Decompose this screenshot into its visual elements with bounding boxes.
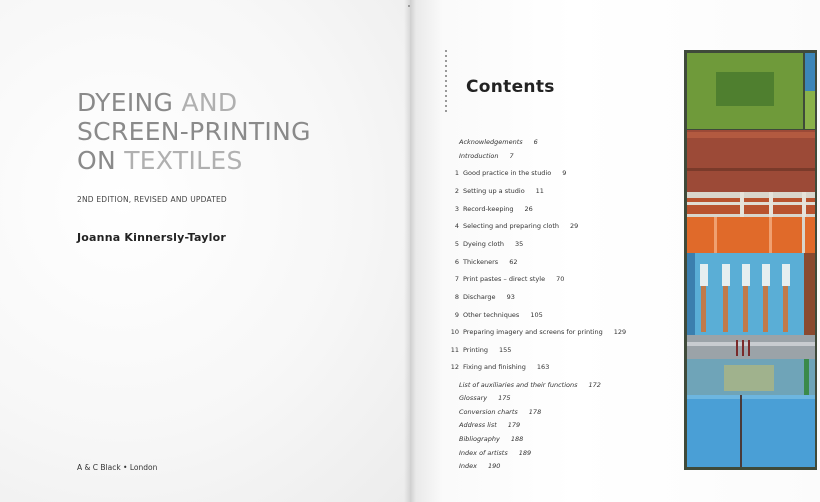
toc-page-number: 163	[536, 363, 550, 371]
author-name: Joanna Kinnersly-Taylor	[77, 231, 226, 244]
toc-title: Index of artists	[459, 449, 508, 457]
toc-title: Glossary	[459, 394, 488, 402]
toc-page-number: 189	[518, 449, 532, 457]
toc-page-number: 11	[535, 187, 544, 195]
toc-title: Good practice in the studio	[463, 169, 552, 177]
toc-title: Conversion charts	[459, 408, 518, 416]
toc-title: Introduction	[459, 152, 499, 160]
toc-entry	[448, 258, 678, 267]
toc-entry	[448, 240, 678, 249]
title-word: TEXTILES	[115, 146, 243, 175]
toc-entry	[448, 311, 678, 320]
toc-title: Preparing imagery and screens for printing	[463, 328, 603, 336]
toc-title: Address list	[459, 421, 497, 429]
title-word: DYEING	[77, 88, 174, 117]
title-word: AND	[173, 88, 238, 117]
toc-page-number: 179	[507, 421, 521, 429]
toc-entry	[448, 328, 678, 337]
toc-title: Thickeners	[463, 258, 499, 266]
toc-title: Print pastes – direct style	[463, 275, 546, 283]
toc-entry	[448, 275, 678, 284]
title-line	[77, 117, 311, 146]
toc-title: Other techniques	[463, 311, 520, 319]
toc-title: Index	[459, 462, 478, 470]
toc-chapter-number: 1	[454, 169, 459, 177]
toc-entry	[448, 435, 678, 444]
title-line	[77, 88, 311, 117]
title-word: SCREEN-PRINTING	[77, 117, 311, 146]
toc-chapter-number: 9	[454, 311, 459, 319]
toc-entry	[448, 187, 678, 196]
page-mark	[408, 5, 410, 7]
toc-entry	[448, 394, 678, 403]
dotted-rule	[445, 50, 447, 115]
toc-entry	[448, 363, 678, 372]
toc-page-number: 70	[556, 275, 565, 283]
toc-title: Fixing and finishing	[463, 363, 526, 371]
toc-chapter-number: 10	[450, 328, 459, 336]
toc-page-number: 35	[515, 240, 524, 248]
toc-title: Discharge	[463, 293, 496, 301]
toc-entry	[448, 169, 678, 178]
title-line	[77, 146, 311, 175]
toc-entry	[448, 421, 678, 430]
toc-chapter-number: 12	[450, 363, 459, 371]
edition-note: 2ND EDITION, REVISED AND UPDATED	[77, 195, 227, 204]
toc-chapter-number: 3	[454, 205, 459, 213]
toc-entry	[448, 205, 678, 214]
toc-page-number: 29	[570, 222, 579, 230]
toc-entry	[448, 346, 678, 355]
toc-chapter-number: 4	[454, 222, 459, 230]
toc-chapter-number: 2	[454, 187, 459, 195]
toc-title: Printing	[463, 346, 489, 354]
toc-entry	[448, 222, 678, 231]
toc-chapter-number: 5	[454, 240, 459, 248]
toc-page-number: 93	[506, 293, 515, 301]
toc-entry	[448, 293, 678, 302]
toc-title: Dyeing cloth	[463, 240, 504, 248]
toc-chapter-number: 11	[450, 346, 459, 354]
book-gutter	[404, 0, 416, 502]
toc-page-number: 7	[509, 152, 514, 160]
toc-page-number: 155	[499, 346, 512, 354]
title-word: ON	[77, 146, 116, 175]
toc-title: Selecting and preparing cloth	[463, 222, 560, 230]
toc-page-number: 26	[524, 205, 533, 213]
toc-entry	[448, 462, 678, 471]
toc-page-number: 105	[530, 311, 543, 319]
toc-entry	[448, 449, 678, 458]
textile-artwork-image	[684, 50, 817, 470]
toc-page-number: 190	[488, 462, 501, 470]
toc-page-number: 172	[588, 381, 601, 389]
toc-title: Record-keeping	[463, 205, 514, 213]
toc-title: Setting up a studio	[463, 187, 525, 195]
toc-title: List of auxiliaries and their functions	[459, 381, 578, 389]
toc-page-number: 9	[562, 169, 567, 177]
toc-entry	[448, 138, 678, 147]
publisher-imprint: A & C Black • London	[77, 463, 158, 472]
toc-page-number: 129	[613, 328, 627, 336]
toc-title: Bibliography	[459, 435, 500, 443]
toc-title: Acknowledgements	[459, 138, 523, 146]
toc-entry	[448, 381, 678, 390]
toc-chapter-number: 6	[454, 258, 459, 266]
toc-entry	[448, 408, 678, 417]
toc-page-number: 178	[528, 408, 542, 416]
toc-chapter-number: 8	[454, 293, 459, 301]
toc-chapter-number: 7	[454, 275, 459, 283]
contents-heading: Contents	[466, 77, 555, 97]
toc-page-number: 188	[510, 435, 524, 443]
toc-entry	[448, 152, 678, 161]
book-title	[77, 88, 311, 175]
toc-page-number: 62	[509, 258, 518, 266]
toc-page-number: 6	[533, 138, 538, 146]
toc-page-number: 175	[498, 394, 511, 402]
